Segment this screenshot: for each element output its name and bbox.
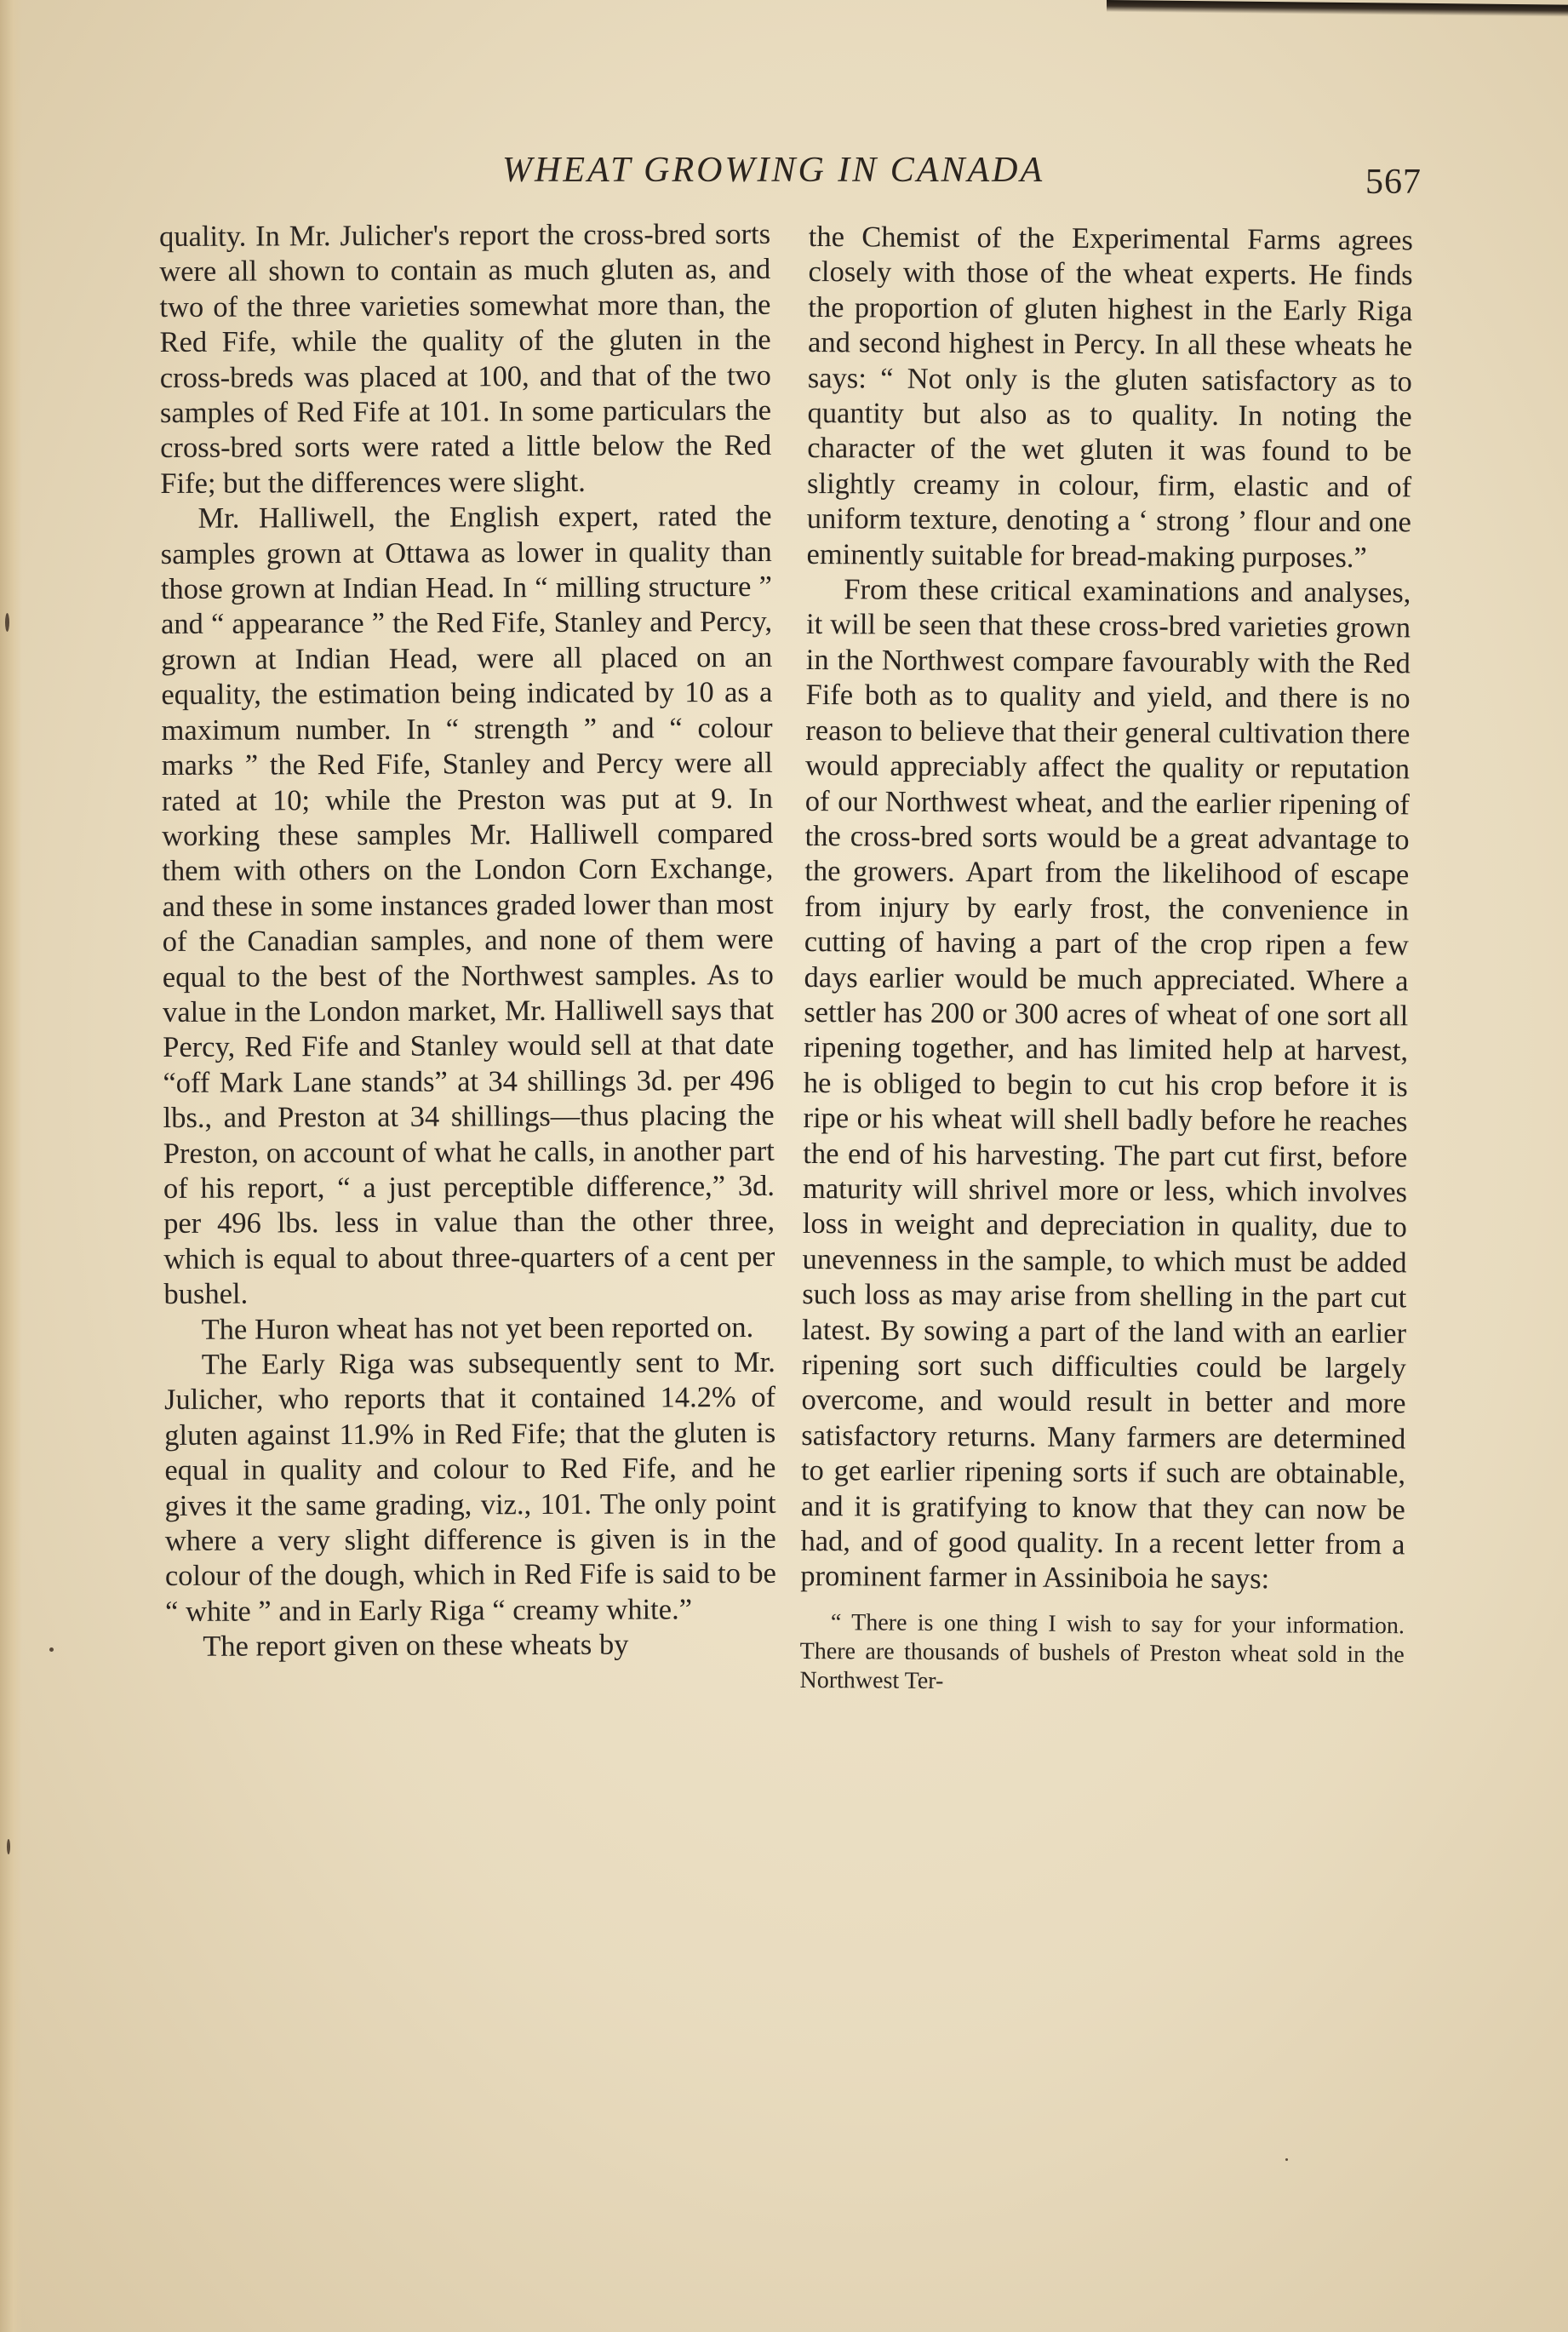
page-header bbox=[153, 146, 1422, 202]
paper-speck bbox=[1285, 2158, 1288, 2161]
paragraph: Mr. Halliwell, the English expert, rated the samples grown at Ottawa as lower in quality than those grown at Indian Head. In “ milling structure ” and “ appearance ” the Red Fife, Stanley and Percy, grown at Indian Head, were all placed on an equality, the estimation being indicated by 10 as a maximum number. In “ strength ” and “ colour marks ” the Red Fife, Stanley and Percy were all rated at 10; while the Preston was put at 9. In working these samples Mr. Halliwell compared them with others on the London Corn Exchange, and these in some instances graded lower than most of the Canadian samples, and none of them were equal to the best of the Northwest samples. As to value in the London market, Mr. Halliwell says that Percy, Red Fife and Stanley would sell at that date “off Mark Lane stands” at 34 shillings 3d. per 496 lbs., and Preston at 34 shillings—thus placing the Preston, on account of what he calls, in another part of his report, “ a just perceptible difference,” 3d. per 496 lbs. less in value than the other three, which is equal to about three-quarters of a cent per bushel. bbox=[160, 500, 775, 1311]
paper-speck bbox=[49, 1647, 54, 1652]
paragraph: the Chemist of the Experimental Farms agrees closely with those of the wheat experts. He finds the proportion of gluten highest in the Early Riga and second highest in Percy. In all these wheats he says: “ Not only is the gluten satisfactory as to quantity but also as to quality. In noting the character of the wet gluten it was found to be slightly creamy in colour, firm, elastic and of uniform texture, denoting a ‘ strong ’ flour and one eminently suitable for bread-making purposes.” bbox=[806, 220, 1413, 574]
page-number: 567 bbox=[1365, 163, 1422, 202]
paragraph: quality. In Mr. Julicher's report the cross-bred sorts were all shown to contain as much gluten as, and two of the three varieties somewhat more than, the Red Fife, while the quality of the gluten in the cross-breds was placed at 100, and that of the two samples of Red Fife at 101. In some particulars the cross-bred sorts were rated a little below the Red Fife; but the differences were slight. bbox=[159, 217, 772, 500]
paper-speck bbox=[5, 613, 9, 632]
paragraph: From these critical examinations and analyses, it will be seen that these cross-bred varieties grown in the Northwest compare favourably with the Red Fife both as to quality and yield, and there is no reason to believe that their general cultivation there would appreciably affect the quality or reputation of our Northwest wheat, and the earlier ripening of the cross-bred sorts would be a great advantage to the growers. Apart from the likelihood of escape from injury by early frost, the convenience in cutting of having a part of the crop ripen a few days earlier would be much appreciated. Where a settler has 200 or 300 acres of wheat of one sort all ripening together, and has limited help at harvest, he is obliged to begin to cut his crop before it is ripe or his wheat will shell badly before he reaches the end of his harvesting. The part cut first, before maturity will shrivel more or less, which involves loss in weight and depreciation in quality, due to unevenness in the sample, to which must be added such loss as may arise from shelling in the part cut latest. By sowing a part of the land with an earlier ripening sort such difficulties could be largely overcome, and would result in better and more satisfactory returns. Many farmers are determined to get earlier ripening sorts if such are obtainable, and it is gratifying to know that they can now be had, and of good quality. In a recent letter from a prominent farmer in Assiniboia he says: bbox=[800, 573, 1411, 1596]
page-gutter-shadow bbox=[0, 0, 22, 2332]
quoted-letter: “ There is one thing I wish to say for your information. There are thousands of bushels of Preston wheat sold in the Northwest Ter- bbox=[799, 1609, 1405, 1694]
paper-speck bbox=[7, 1839, 10, 1854]
paragraph: The Huron wheat has not yet been reported on. bbox=[201, 1310, 754, 1346]
right-column bbox=[799, 220, 1413, 1699]
running-title: WHEAT GROWING IN CANADA bbox=[502, 151, 1045, 190]
left-column bbox=[159, 217, 776, 1665]
paragraph: The Early Riga was subsequently sent to Mr. Julicher, who reports that it contained 14.2% of gluten against 11.9% in Red Fife; that the gluten is equal in quality and colour to Red Fife, and he gives it the same grading, viz., 101. The only point where a very slight difference is given is in the colour of the dough, which in Red Fife is said to be “ white ” and in Early Riga “ creamy white.” bbox=[163, 1345, 777, 1628]
paragraph: The report given on these wheats by bbox=[203, 1628, 629, 1664]
